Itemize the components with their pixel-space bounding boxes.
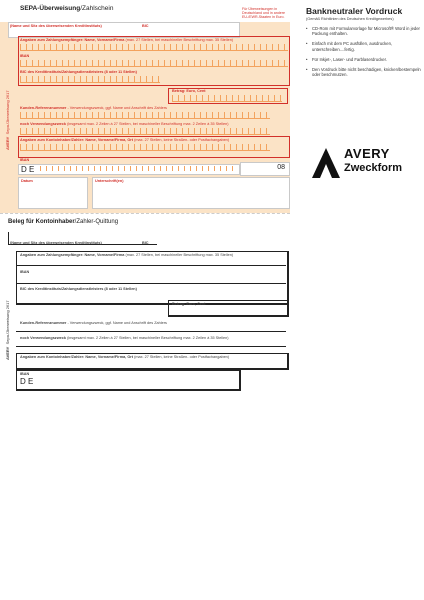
reference-hint: - Verwendungszweck, ggf. Name und Anschrift des Zahlers [67, 106, 167, 110]
recipient-frame [18, 36, 290, 86]
receipt-bic-label: BIC [142, 241, 149, 245]
info-title: Bankneutraler Vordruck [306, 6, 403, 16]
receipt-iban-label: IBAN [20, 270, 30, 274]
reference-label-text: Kunden-Referenznummer [20, 106, 67, 110]
bic-label: BIC [142, 24, 149, 28]
signature-field[interactable] [92, 177, 290, 209]
payer-frame [18, 136, 290, 158]
code-value: 08 [277, 164, 285, 171]
receipt-purpose-hint: (insgesamt max. 2 Zeilen à 27 Stellen, bei maschineller Beschriftung max. 2 Zeilen à 35 Stellen) [67, 336, 229, 340]
receipt-payer-label-text: Angaben zum Kontoinhaber/Zahler: Name, Vorname/Firma, Ort [20, 355, 134, 359]
code-box [240, 162, 290, 176]
receipt-side-label: Sepa-Überweisung 2617 [5, 300, 10, 345]
info-bullet: • Den Vordruck bitte nicht beschädigen, knicken/bestempeln oder beschmutzen. [306, 67, 424, 77]
receipt-recipient-label [20, 253, 233, 257]
receipt-recipient-hint: (max. 27 Stellen, bei maschineller Beschriftung max. 35 Stellen) [125, 253, 234, 257]
reference-label [20, 106, 167, 110]
info-panel [306, 6, 424, 77]
avery-logo [312, 146, 418, 180]
receipt-title [8, 219, 118, 225]
signature-label: Unterschrift(en) [95, 179, 124, 183]
payer-iban-prefix: D E [21, 165, 35, 174]
recipient-label-text: Angaben zum Zahlungsempfänger: Name, Vorname/Firma [20, 38, 125, 42]
receipt-payer-label [20, 355, 229, 359]
info-subtitle: (Gemäß Richtlinien des Deutschen Kreditgewerbes) [306, 17, 394, 21]
info-bullet: • CD-Rom mit Formularvorlage für Microsoft® Word in jeder Packung enthalten. [306, 26, 424, 36]
avery-logo-brand: AVERY [344, 146, 390, 161]
receipt-iban-box[interactable] [16, 370, 241, 391]
slip-title-rest: /Zahlschein [80, 5, 114, 12]
info-bullet: • Für Inkjet-, Laser- und Farblaserdrucker. [306, 57, 424, 62]
receipt-reference-label [20, 321, 167, 325]
receipt-iban-prefix: D E [20, 377, 34, 386]
slip-side-label: Sepa-Überweisung 2617 [5, 90, 10, 135]
payer-iban-label: IBAN [20, 158, 30, 162]
purpose-label [20, 122, 229, 126]
receipt-divider [16, 331, 286, 332]
receipt-purpose-label [20, 336, 229, 340]
payer-iban-ticks [40, 166, 236, 171]
receipt-bic-bank-label: BIC des Kreditinstituts/Zahlungsdienstleisters (8 oder 11 Stellen) [20, 287, 137, 291]
receipt-payer-hint: (max. 27 Stellen, keine Straßen- oder Postfachangaben) [134, 355, 230, 359]
amount-input[interactable] [172, 95, 282, 102]
payer-hint: (max. 27 Stellen, keine Straßen- oder Postfachangaben) [134, 138, 230, 142]
info-bullet: • Einfach mit dem PC ausfüllen, ausdrucken, unterschreiben....fertig. [306, 41, 424, 51]
recipient-hint: (max. 27 Stellen, bei maschineller Beschriftung max. 35 Stellen) [125, 38, 234, 42]
slip-title-bold: SEPA-Überweisung [20, 5, 81, 12]
perforation-line [0, 213, 290, 215]
receipt-amount-label: Betrag: Euro, Cent [172, 302, 206, 306]
slip-side-text [5, 90, 10, 150]
receipt-reference-label-text: Kunden-Referenznummer [20, 321, 67, 325]
receipt-side-text [5, 300, 10, 360]
bic-bank-label: BIC des Kreditinstituts/Zahlungsdienstleisters (8 oder 11 Stellen) [20, 70, 137, 74]
receipt-side-brand: AVERY [5, 346, 10, 360]
payer-label-text: Angaben zum Kontoinhaber/Zahler: Name, Vorname/Firma, Ort [20, 138, 134, 142]
receipt-recipient-frame [16, 251, 289, 305]
purpose-label-text: noch Verwendungszweck [20, 122, 66, 126]
iban-label: IBAN [20, 54, 30, 58]
date-label: Datum [21, 179, 33, 183]
purpose-hint: (insgesamt max. 2 Zeilen à 27 Stellen, bei maschineller Beschriftung max. 2 Zeilen à 35 Stellen) [67, 122, 229, 126]
receipt-divider [16, 346, 286, 347]
receipt-title-bold: Beleg für Kontoinhaber [8, 219, 75, 225]
receipt-iban-label2: IBAN [20, 372, 30, 376]
avery-logo-icon [312, 148, 340, 178]
slip-note: Für Überweisungen in Deutschland und in andere EU-/EWR-Staaten in Euro. [242, 7, 285, 20]
receipt-reference-hint: - Verwendungszweck, ggf. Name und Anschrift des Zahlers [67, 321, 167, 325]
receipt-divider [16, 265, 286, 266]
date-field[interactable] [18, 177, 88, 209]
slip-title [20, 5, 113, 12]
reference-input[interactable] [20, 112, 270, 119]
receipt-purpose-label-text: noch Verwendungszweck [20, 336, 66, 340]
receipt-divider [16, 283, 286, 284]
slip-side-brand: AVERY [5, 136, 10, 150]
avery-logo-sub: Zweckform [344, 162, 403, 174]
receipt-recipient-label-text: Angaben zum Zahlungsempfänger: Name, Vorname/Firma [20, 253, 125, 257]
payer-bank-label: (Name und Sitz des überweisenden Kreditinstituts) [10, 24, 102, 28]
amount-label: Betrag: Euro, Cent [172, 89, 206, 93]
receipt-bank-label: (Name und Sitz des überweisenden Kreditinstituts) [10, 241, 102, 245]
purpose-input[interactable] [20, 128, 270, 135]
receipt-title-rest: /Zahler-Quittung [74, 219, 119, 225]
